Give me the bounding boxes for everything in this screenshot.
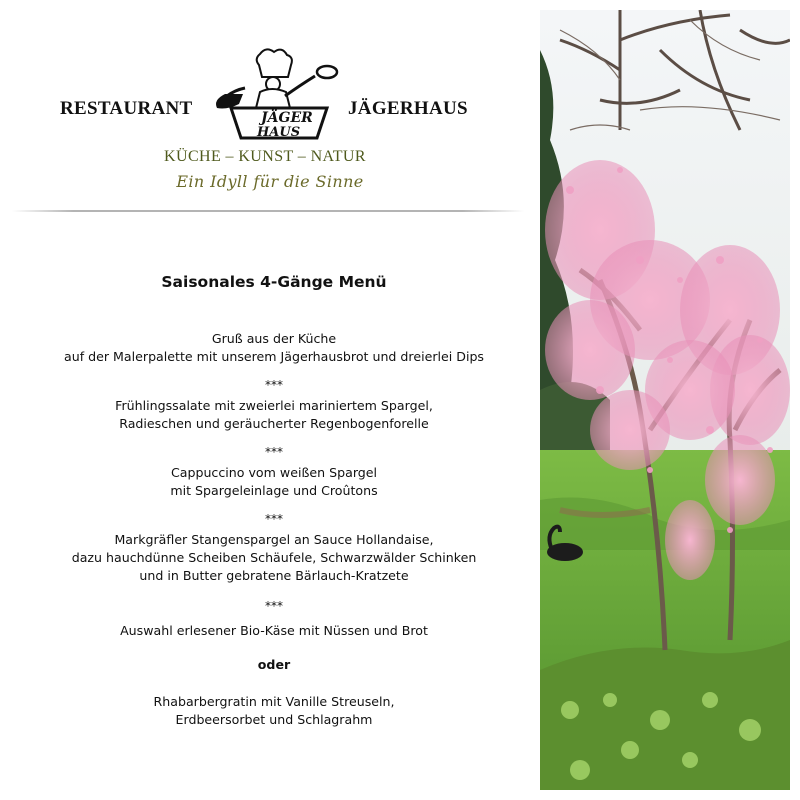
course-line: Cappuccino vom weißen Spargel xyxy=(170,465,378,480)
course-separator: *** xyxy=(265,599,283,613)
course-line: Rhabarbergratin mit Vanille Streuseln, xyxy=(153,694,395,709)
course-line: Erdbeersorbet und Schlagrahm xyxy=(175,712,373,727)
course-starter xyxy=(0,397,548,433)
course-line: und in Butter gebratene Bärlauch-Kratzete xyxy=(139,568,409,583)
course-amuse xyxy=(0,330,548,366)
course-line: Gruß aus der Küche xyxy=(211,331,337,346)
or-label: oder xyxy=(257,657,291,672)
header-divider xyxy=(12,210,524,212)
jaegerhaus-logo xyxy=(205,44,347,144)
course-soup xyxy=(0,464,548,500)
course-dessert-cheese: Auswahl erlesener Bio-Käse mit Nüssen und Brot xyxy=(120,623,428,638)
course-line: Markgräfler Stangenspargel an Sauce Hollandaise, xyxy=(114,532,434,547)
garden-photo xyxy=(540,10,790,790)
brand-name-left: RESTAURANT xyxy=(60,98,193,119)
motto: Ein Idyll für die Sinne xyxy=(176,172,364,191)
course-list xyxy=(0,330,548,729)
course-line: dazu hauchdünne Scheiben Schäufele, Schwarzwälder Schinken xyxy=(71,550,477,565)
course-line: auf der Malerpalette mit unserem Jägerhausbrot und dreierlei Dips xyxy=(64,349,484,364)
course-line: Radieschen und geräucherter Regenbogenforelle xyxy=(119,416,429,431)
brand-name-right: JÄGERHAUS xyxy=(348,98,468,119)
logo-text-top: JÄGER xyxy=(261,110,313,126)
logo-text-bottom: HAUS xyxy=(257,125,301,140)
menu-title: Saisonales 4-Gänge Menü xyxy=(161,273,387,291)
tagline: KÜCHE – KUNST – NATUR xyxy=(164,148,366,165)
course-separator: *** xyxy=(265,378,283,392)
course-separator: *** xyxy=(265,512,283,526)
course-dessert-rhubarb xyxy=(0,693,548,729)
course-separator: *** xyxy=(265,445,283,459)
course-main xyxy=(0,531,548,585)
blossom-tree-illustration xyxy=(540,10,790,790)
course-line: mit Spargeleinlage und Croûtons xyxy=(170,483,378,498)
course-line: Frühlingssalate mit zweierlei mariniertem Spargel, xyxy=(115,398,433,413)
